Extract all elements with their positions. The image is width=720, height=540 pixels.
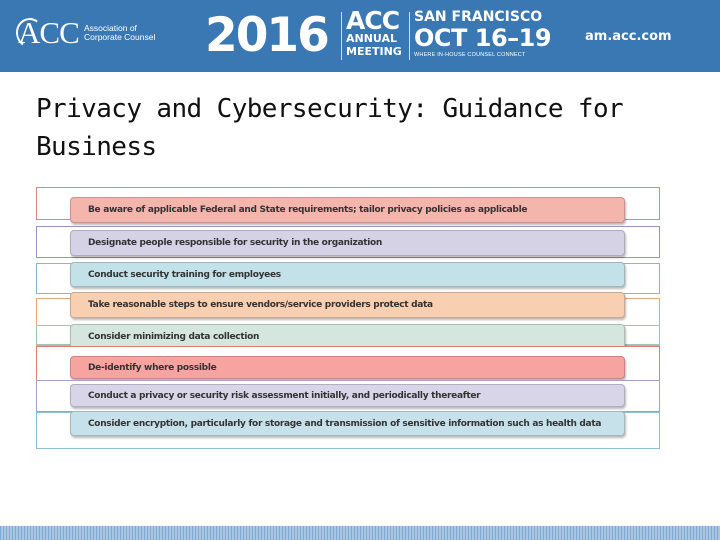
annual-meeting-label	[346, 6, 402, 58]
list-item: De-identify where possible	[70, 356, 625, 379]
list-item: Designate people responsible for security in the organization	[70, 230, 625, 256]
list-item: Conduct security training for employees	[70, 262, 625, 287]
annual-label: ANNUAL	[346, 32, 398, 45]
event-dates: OCT 16–19	[414, 24, 552, 52]
list-item: Take reasonable steps to ensure vendors/service providers protect data	[70, 292, 625, 318]
event-city: SAN FRANCISCO	[414, 9, 543, 25]
website-link[interactable]: am.acc.com	[585, 29, 672, 44]
list-item: Be aware of applicable Federal and State requirements; tailor privacy policies as applicable	[70, 197, 625, 223]
logo-line-2: Corporate Counsel	[84, 32, 156, 42]
logo-line-1: Association of	[84, 23, 137, 33]
meeting-label: MEETING	[346, 45, 402, 58]
list-item: Consider minimizing data collection	[70, 324, 625, 349]
event-tagline: WHERE IN-HOUSE COUNSEL CONNECT	[414, 52, 526, 58]
conference-banner	[0, 0, 720, 72]
slide-title-line-2: Business	[36, 132, 157, 162]
slide-title	[36, 90, 676, 166]
list-item: Conduct a privacy or security risk assessment initially, and periodically thereafter	[70, 384, 625, 407]
acc-logo	[18, 14, 158, 58]
slide-title-line-1: Privacy and Cybersecurity: Guidance for	[36, 94, 624, 124]
acc-label: ACC	[346, 6, 400, 35]
logo-text	[84, 24, 174, 42]
event-year: 2016	[205, 8, 328, 63]
list-item: Consider encryption, particularly for storage and transmission of sensitive information such as health data	[70, 411, 625, 436]
event-info	[414, 9, 551, 59]
guidance-list	[36, 187, 660, 449]
banner-divider	[341, 12, 342, 60]
footer-stripe	[0, 526, 720, 540]
banner-divider	[409, 12, 410, 60]
logo-mark: ACC	[18, 15, 79, 50]
